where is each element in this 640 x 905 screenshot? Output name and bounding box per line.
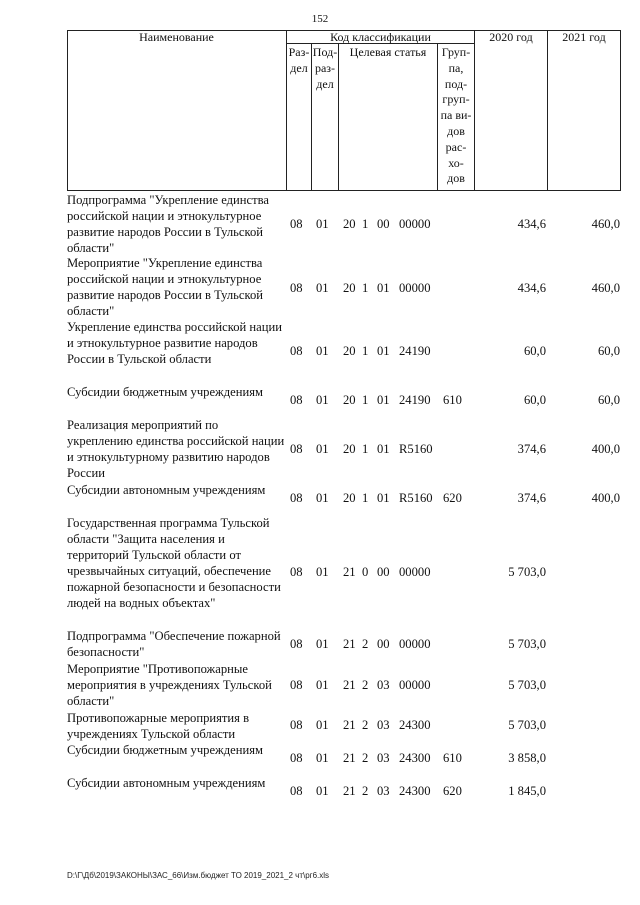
row-expense-type: 620 <box>443 491 462 505</box>
row-target-program: 20 <box>343 344 356 358</box>
row-razdel: 08 <box>290 344 303 358</box>
row-target-subprogram: 2 <box>362 751 369 765</box>
row-podrazdel: 01 <box>316 217 329 231</box>
row-target-program: 21 <box>343 784 356 798</box>
row-name: Субсидии автономным учреждениям <box>67 483 266 497</box>
row-amount-2020: 434,6 <box>517 217 546 231</box>
row-name: Реализация мероприятий по укреплению единства российской нации и этнокультурному развитию народов России <box>67 418 285 480</box>
row-razdel: 08 <box>290 637 303 651</box>
row-target-event: 00 <box>377 217 390 231</box>
row-target-program: 21 <box>343 751 356 765</box>
row-podrazdel: 01 <box>316 491 329 505</box>
row-target-subprogram: 1 <box>362 217 369 231</box>
header-classification: Код классификации <box>330 30 431 44</box>
row-amount-2021: 400,0 <box>591 491 620 505</box>
header-podrazdel: Под- раз- дел <box>312 45 338 91</box>
row-razdel: 08 <box>290 784 303 798</box>
row-razdel: 08 <box>290 678 303 692</box>
row-razdel: 08 <box>290 751 303 765</box>
row-target-program: 21 <box>343 637 356 651</box>
header-year-2021: 2021 год <box>562 30 606 44</box>
header-target: Целевая статья <box>349 45 427 59</box>
row-target-direction: R5160 <box>399 491 433 505</box>
row-target-program: 21 <box>343 678 356 692</box>
row-amount-2021: 60,0 <box>597 344 620 358</box>
row-podrazdel: 01 <box>316 344 329 358</box>
row-razdel: 08 <box>290 718 303 732</box>
row-target-direction: 24300 <box>399 751 431 765</box>
row-target-event: 01 <box>377 491 390 505</box>
row-podrazdel: 01 <box>316 281 329 295</box>
row-razdel: 08 <box>290 393 303 407</box>
header-vr: Груп- па, под- груп- па ви- дов рас- хо- дов <box>440 45 472 186</box>
row-amount-2020: 5 703,0 <box>508 565 546 579</box>
row-target-event: 00 <box>377 565 390 579</box>
row-target-event: 03 <box>377 678 390 692</box>
header-left-border <box>67 30 68 191</box>
header-name: Наименование <box>139 30 214 44</box>
row-amount-2021: 460,0 <box>591 281 620 295</box>
row-target-subprogram: 1 <box>362 281 369 295</box>
row-podrazdel: 01 <box>316 565 329 579</box>
row-name: Субсидии автономным учреждениям <box>67 776 266 790</box>
row-razdel: 08 <box>290 442 303 456</box>
row-razdel: 08 <box>290 565 303 579</box>
header-bottom-border <box>67 190 621 191</box>
row-razdel: 08 <box>290 217 303 231</box>
row-target-subprogram: 1 <box>362 393 369 407</box>
row-podrazdel: 01 <box>316 678 329 692</box>
row-target-program: 20 <box>343 281 356 295</box>
row-name: Государственная программа Тульской области "Защита населения и территорий Тульской области от чрезвычайных ситуаций, обеспечение пожарной безопасности и безопасности людей на водных объектах" <box>67 516 281 610</box>
row-target-direction: 00000 <box>399 637 431 651</box>
row-podrazdel: 01 <box>316 718 329 732</box>
row-target-subprogram: 2 <box>362 784 369 798</box>
row-target-program: 20 <box>343 393 356 407</box>
row-name: Укрепление единства российской нации и этнокультурное развитие народов России в Тульской области <box>67 320 282 366</box>
row-podrazdel: 01 <box>316 442 329 456</box>
row-target-program: 21 <box>343 565 356 579</box>
row-podrazdel: 01 <box>316 637 329 651</box>
row-amount-2020: 5 703,0 <box>508 637 546 651</box>
header-year-2020: 2020 год <box>489 30 533 44</box>
row-expense-type: 610 <box>443 751 462 765</box>
row-target-event: 00 <box>377 637 390 651</box>
row-amount-2020: 5 703,0 <box>508 718 546 732</box>
row-amount-2020: 60,0 <box>523 344 546 358</box>
row-amount-2021: 400,0 <box>591 442 620 456</box>
row-amount-2020: 60,0 <box>523 393 546 407</box>
row-target-direction: R5160 <box>399 442 433 456</box>
row-target-subprogram: 2 <box>362 718 369 732</box>
row-expense-type: 610 <box>443 393 462 407</box>
row-target-direction: 24300 <box>399 784 431 798</box>
page-number: 152 <box>311 13 329 25</box>
row-target-direction: 00000 <box>399 565 431 579</box>
row-name: Подпрограмма "Обеспечение пожарной безопасности" <box>67 629 281 659</box>
row-podrazdel: 01 <box>316 751 329 765</box>
row-target-event: 01 <box>377 281 390 295</box>
row-target-subprogram: 1 <box>362 442 369 456</box>
row-target-direction: 00000 <box>399 678 431 692</box>
row-target-subprogram: 0 <box>362 565 369 579</box>
row-amount-2020: 3 858,0 <box>508 751 546 765</box>
row-target-direction: 00000 <box>399 281 431 295</box>
row-name: Субсидии бюджетным учреждениям <box>67 385 263 399</box>
row-target-direction: 24300 <box>399 718 431 732</box>
row-name: Субсидии бюджетным учреждениям <box>67 743 263 757</box>
row-name: Мероприятие "Противопожарные мероприятия в учреждениях Тульской области" <box>67 662 272 708</box>
row-target-event: 01 <box>377 442 390 456</box>
row-target-subprogram: 2 <box>362 678 369 692</box>
row-razdel: 08 <box>290 491 303 505</box>
header-divider-vr-right <box>474 30 475 191</box>
row-podrazdel: 01 <box>316 393 329 407</box>
row-target-direction: 00000 <box>399 217 431 231</box>
row-expense-type: 620 <box>443 784 462 798</box>
row-name: Мероприятие "Укрепление единства российской нации и этнокультурное развитие народов России в Тульской области" <box>67 256 264 318</box>
row-target-program: 20 <box>343 442 356 456</box>
row-amount-2021: 460,0 <box>591 217 620 231</box>
row-target-event: 03 <box>377 784 390 798</box>
row-target-program: 20 <box>343 491 356 505</box>
row-name: Противопожарные мероприятия в учреждениях Тульской области <box>67 711 250 741</box>
row-target-subprogram: 1 <box>362 491 369 505</box>
row-amount-2020: 374,6 <box>517 491 546 505</box>
row-amount-2021: 60,0 <box>597 393 620 407</box>
header-divider-podrazdel <box>338 43 339 191</box>
row-razdel: 08 <box>290 281 303 295</box>
row-name: Подпрограмма "Укрепление единства российской нации и этнокультурное развитие народов России в Тульской области" <box>67 193 269 255</box>
row-podrazdel: 01 <box>316 784 329 798</box>
header-right-border <box>620 30 621 191</box>
row-target-event: 01 <box>377 344 390 358</box>
row-target-event: 01 <box>377 393 390 407</box>
row-target-event: 03 <box>377 718 390 732</box>
row-amount-2020: 434,6 <box>517 281 546 295</box>
row-target-subprogram: 2 <box>362 637 369 651</box>
row-target-program: 21 <box>343 718 356 732</box>
row-target-event: 03 <box>377 751 390 765</box>
row-target-program: 20 <box>343 217 356 231</box>
header-divider-years <box>547 30 548 191</box>
row-target-subprogram: 1 <box>362 344 369 358</box>
row-target-direction: 24190 <box>399 344 431 358</box>
row-amount-2020: 374,6 <box>517 442 546 456</box>
footer-file-path: D:\Г\Дб\2019\ЗАКОНЫ\ЗАС_66\Изм.бюджет ТО 2019_2021_2 чт\рг6.xls <box>67 871 330 880</box>
row-target-direction: 24190 <box>399 393 431 407</box>
row-amount-2020: 1 845,0 <box>508 784 546 798</box>
row-amount-2020: 5 703,0 <box>508 678 546 692</box>
header-razdel: Раз- дел <box>288 45 310 75</box>
